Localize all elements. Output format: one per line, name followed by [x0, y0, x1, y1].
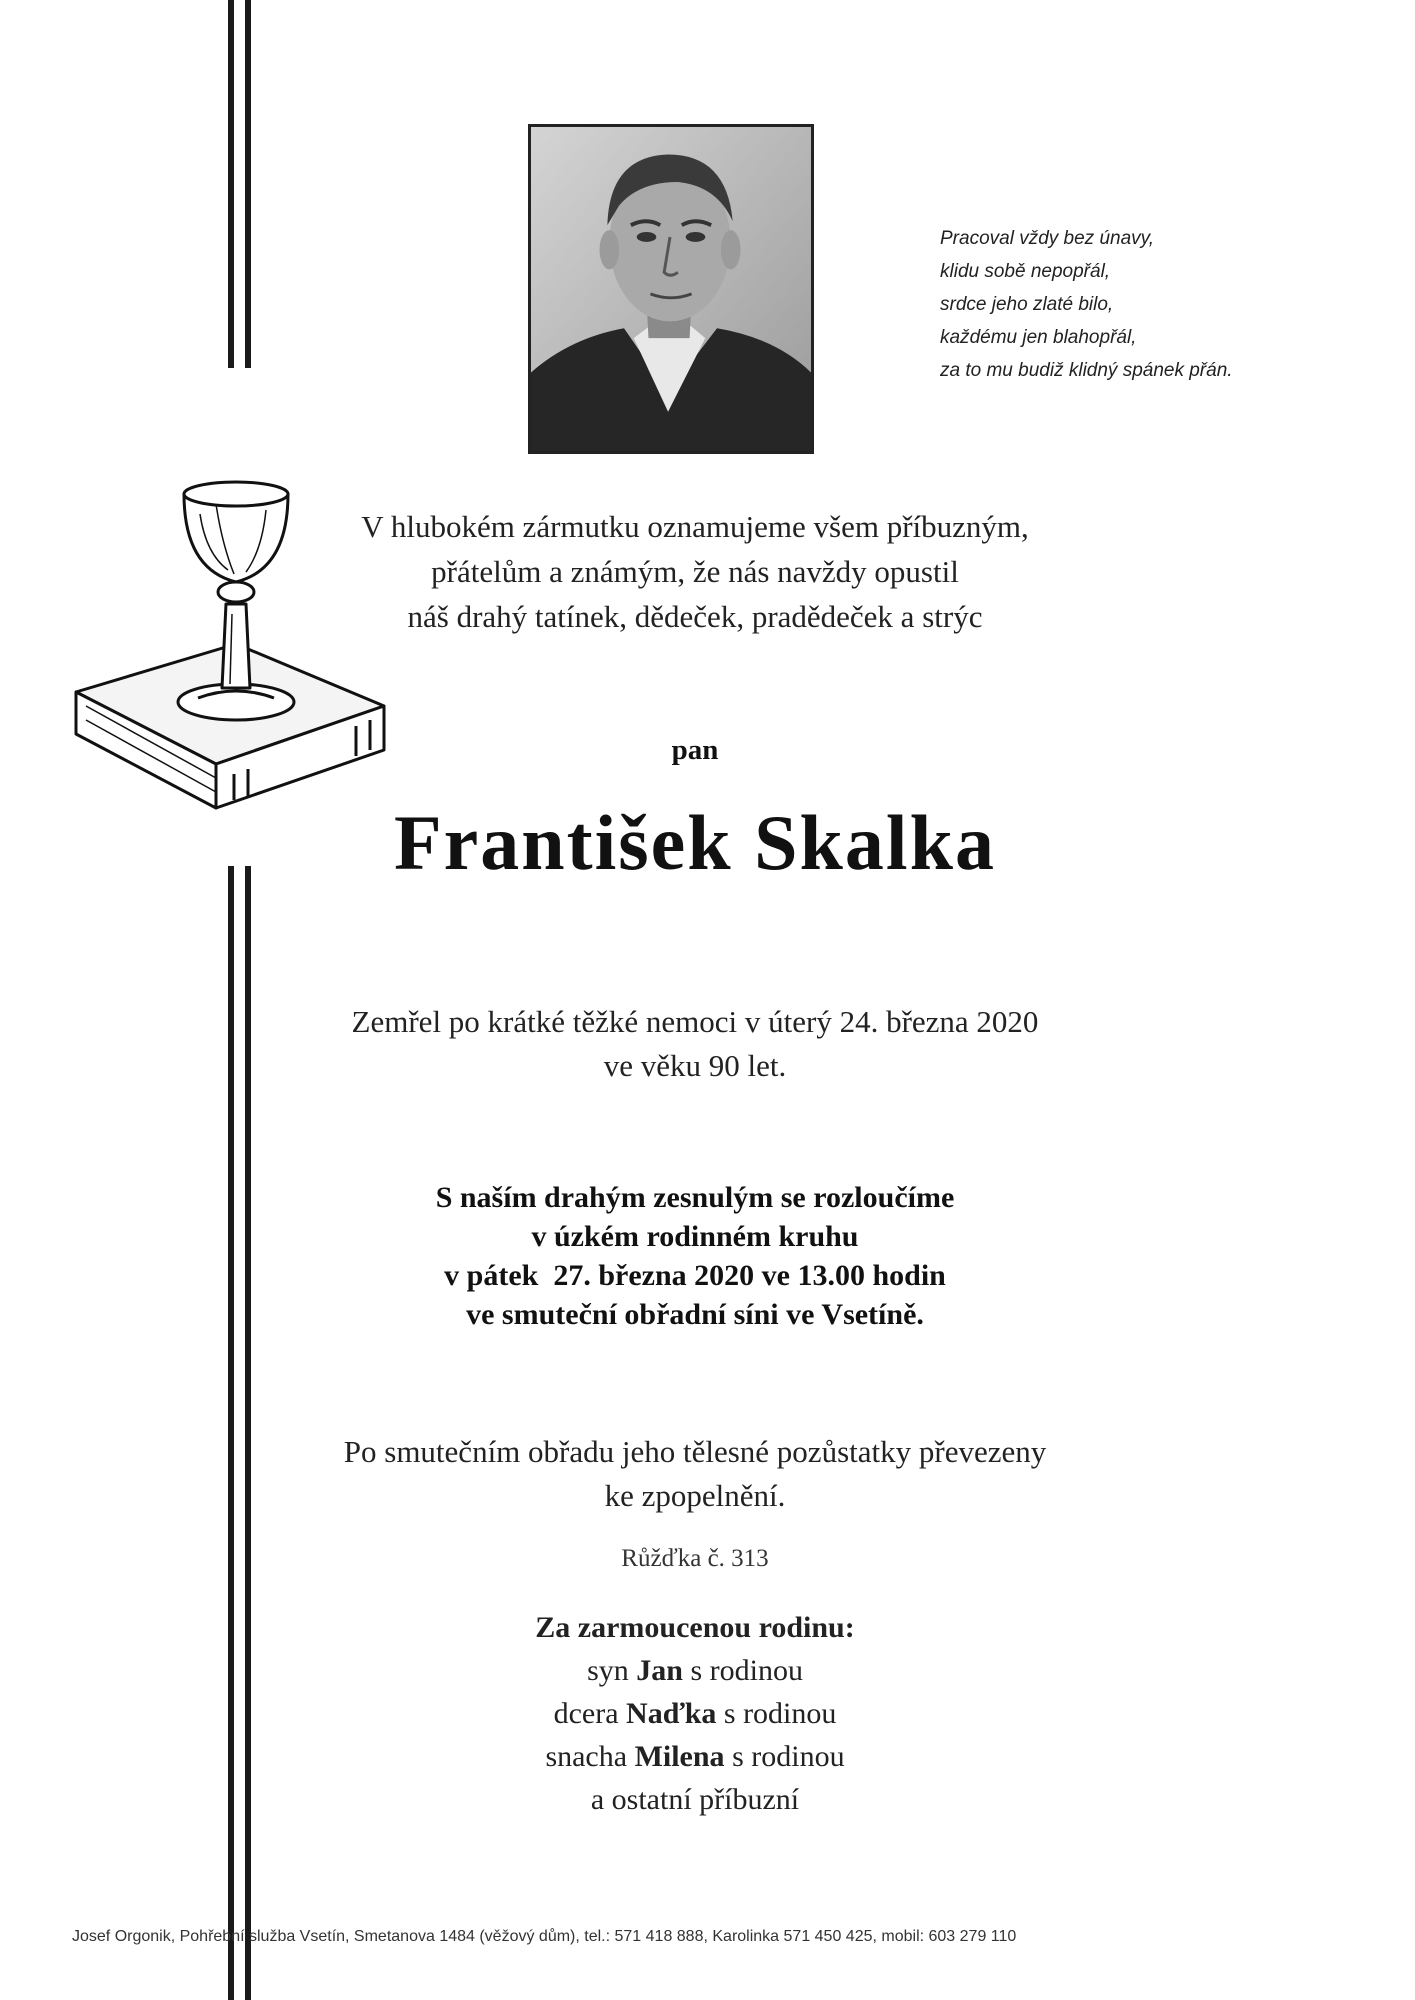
farewell-line: S naším drahým zesnulým se rozloučíme — [435, 1181, 955, 1214]
family-member — [300, 1735, 1090, 1778]
vertical-rule-bottom-right — [245, 866, 251, 2000]
member-name: Milena — [634, 1740, 725, 1773]
relation: snacha — [545, 1740, 635, 1773]
relation-suffix: s rodinou — [716, 1697, 837, 1730]
member-name: Naďka — [626, 1697, 717, 1730]
death-line: Zemřel po krátké těžké nemoci v úterý 24. března 2020 — [351, 1004, 1039, 1039]
intro-line: náš drahý tatínek, dědeček, pradědeček a strýc — [407, 599, 983, 634]
poem-line: za to mu budiž klidný spánek přán. — [940, 360, 1233, 381]
cremation-line: Po smutečním obřadu jeho tělesné pozůstatky převezeny — [343, 1434, 1047, 1469]
farewell-line: v pátek 27. března 2020 ve 13.00 hodin — [444, 1259, 946, 1292]
family-address: Růžďka č. 313 — [621, 1545, 769, 1572]
death-line: ve věku 90 let. — [603, 1048, 787, 1083]
member-name: Jan — [636, 1654, 683, 1687]
farewell-line: v úzkém rodinném kruhu — [531, 1220, 859, 1253]
portrait-photo — [528, 124, 814, 454]
poem-line: klidu sobě nepopřál, — [940, 261, 1111, 282]
intro-line: přátelům a známým, že nás navždy opustil — [431, 554, 959, 589]
death-notice — [300, 1000, 1090, 1088]
family-member — [300, 1692, 1090, 1735]
relation: syn — [587, 1654, 637, 1687]
deceased-name: František Skalka — [394, 799, 996, 886]
family-heading: Za zarmoucenou rodinu: — [535, 1611, 855, 1644]
cremation-notice — [300, 1430, 1090, 1518]
poem-line: každému jen blahopřál, — [940, 327, 1137, 348]
farewell-line: ve smuteční obřadní síni ve Vsetíně. — [466, 1298, 924, 1331]
poem-line: srdce jeho zlaté bilo, — [940, 294, 1114, 315]
family-signatures — [300, 1606, 1090, 1821]
vertical-rule-top-right — [245, 0, 251, 368]
farewell-details — [300, 1178, 1090, 1334]
poem-line: Pracoval vždy bez únavy, — [940, 228, 1155, 249]
vertical-rule-bottom-left — [228, 866, 234, 2000]
family-member — [300, 1649, 1090, 1692]
vertical-rule-top-left — [228, 0, 234, 368]
portrait-photo-icon — [531, 127, 811, 451]
relation: dcera — [553, 1697, 627, 1730]
poem — [940, 222, 1260, 387]
honorific: pan — [671, 734, 719, 766]
funeral-service-footer: Josef Orgonik, Pohřební služba Vsetín, Smetanova 1484 (věžový dům), tel.: 571 418 888, Karolinka 571 450 425, mobil: 603 279 110 — [72, 1928, 1017, 1945]
relation-suffix: s rodinou — [724, 1740, 845, 1773]
cremation-line: ke zpopelnění. — [604, 1478, 786, 1513]
relation-suffix: s rodinou — [682, 1654, 803, 1687]
intro-line: V hlubokém zármutku oznamujeme všem příbuzným, — [361, 509, 1029, 544]
announcement-intro — [300, 504, 1090, 639]
family-closing: a ostatní příbuzní — [590, 1783, 800, 1816]
